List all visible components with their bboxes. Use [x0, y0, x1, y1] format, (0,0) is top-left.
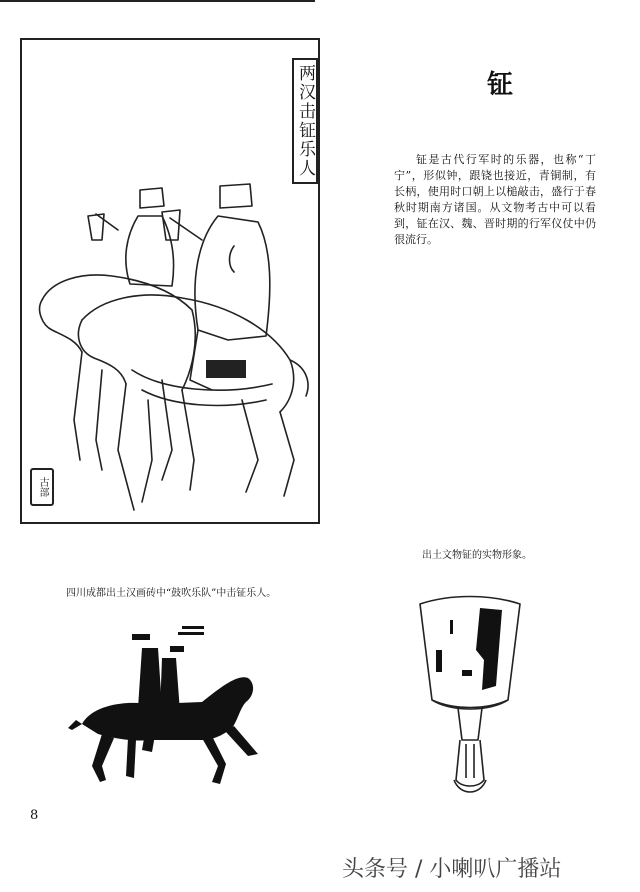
artifact-caption: 出土文物钲的实物形象。 — [422, 550, 532, 561]
page-title: 钲 — [486, 70, 513, 100]
han-brick-rubbing — [62, 616, 272, 796]
artist-seal: 古部 — [30, 468, 54, 506]
vertical-caption: 两汉击钲乐人 — [292, 58, 318, 184]
zheng-artifact-drawing — [410, 590, 530, 810]
horsemen-line-drawing — [22, 40, 318, 522]
page-number: 8 — [30, 808, 39, 823]
body-paragraph: 钲是古代行军时的乐器，也称“丁宁”，形似钟，跟铙也接近，青铜制，有长柄，使用时口朝上以槌敲击，盛行于春秋时期南方诸国。从文物考古中可以看到，钲在汉、魏、晋时期的行军仪仗中仍很流行。 — [394, 153, 596, 246]
watermark: 头条号 / 小喇叭广播站 — [342, 857, 562, 882]
top-rule — [0, 0, 315, 2]
rubbing-caption: 四川成都出土汉画砖中“鼓吹乐队”中击钲乐人。 — [66, 588, 277, 599]
illustration-frame — [20, 38, 320, 524]
